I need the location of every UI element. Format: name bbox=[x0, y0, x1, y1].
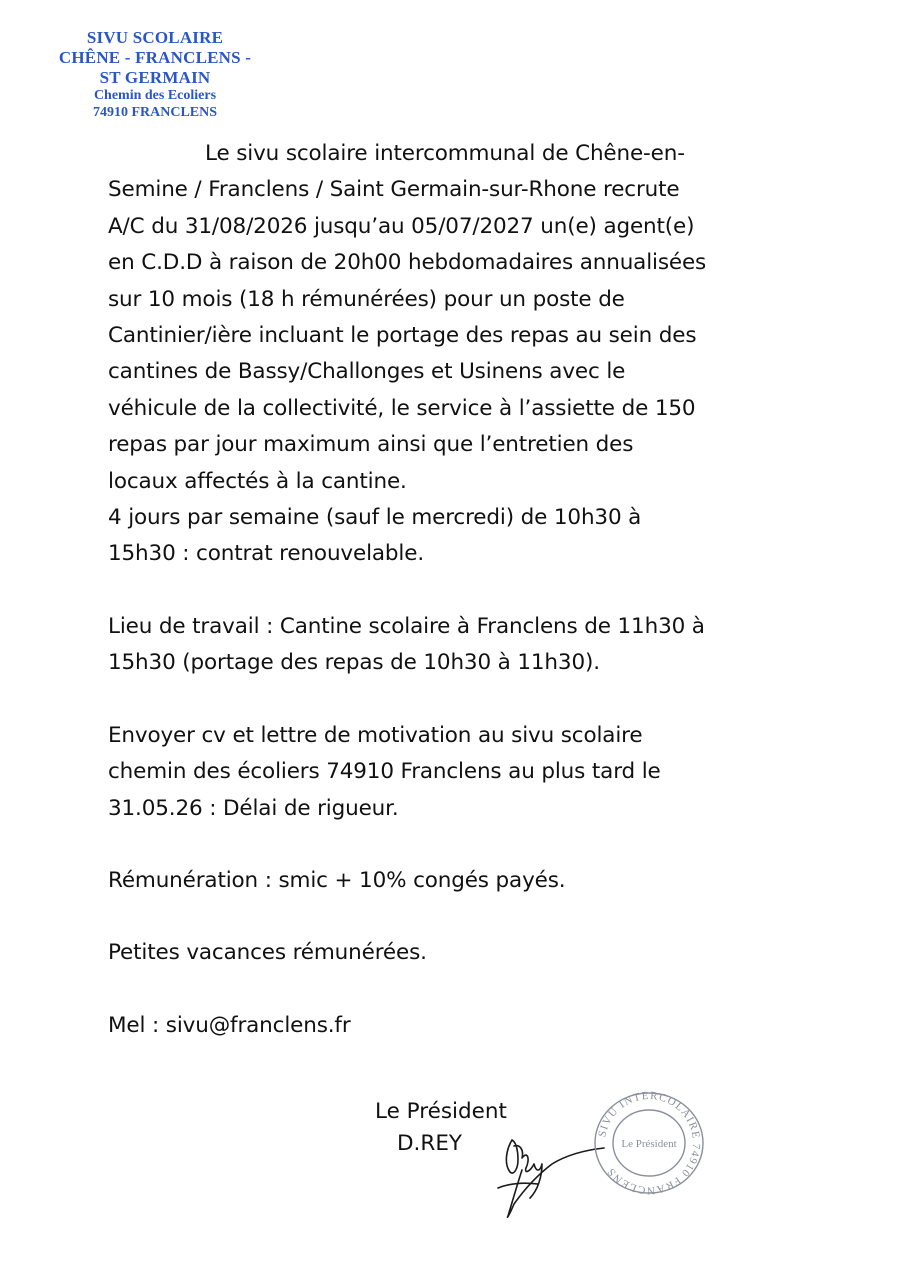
intro-line: Semine / Franclens / Saint Germain-sur-Rhone recrute bbox=[108, 177, 680, 203]
handwritten-signature bbox=[478, 1120, 608, 1230]
intro-line: locaux affectés à la cantine. bbox=[108, 468, 407, 494]
workplace-line: 15h30 (portage des repas de 10h30 à 11h30). bbox=[108, 650, 600, 676]
schedule-line: 4 jours par semaine (sauf le mercredi) de 10h30 à bbox=[108, 505, 642, 531]
intro-line: en C.D.D à raison de 20h00 hebdomadaires annualisées bbox=[108, 250, 707, 276]
letterhead-line-3: ST GERMAIN bbox=[99, 68, 211, 88]
email-line: Mel : sivu@franclens.fr bbox=[108, 1012, 351, 1038]
workplace-line: Lieu de travail : Cantine scolaire à Franclens de 11h30 à bbox=[108, 613, 705, 639]
intro-line: véhicule de la collectivité, le service à l’assiette de 150 bbox=[108, 395, 696, 421]
signatory-title: Le Président bbox=[375, 1099, 507, 1124]
signatory-name: D.REY bbox=[397, 1131, 463, 1156]
intro-line: Le sivu scolaire intercommunal de Chêne-en- bbox=[205, 141, 685, 166]
stamp-center-text: Le Président bbox=[621, 1138, 677, 1150]
letterhead bbox=[30, 28, 280, 121]
schedule-line: 15h30 : contrat renouvelable. bbox=[108, 541, 424, 567]
intro-line: sur 10 mois (18 h rémunérées) pour un poste de bbox=[108, 286, 625, 312]
application-line: Envoyer cv et lettre de motivation au sivu scolaire bbox=[108, 722, 643, 748]
announcement-body bbox=[108, 136, 808, 1044]
intro-line: repas par jour maximum ainsi que l’entretien des bbox=[108, 432, 634, 458]
letterhead-postcode: 74910 FRANCLENS bbox=[92, 104, 218, 120]
holidays-line: Petites vacances rémunérées. bbox=[108, 940, 427, 966]
application-line: 31.05.26 : Délai de rigueur. bbox=[108, 795, 399, 821]
remuneration-line: Rémunération : smic + 10% congés payés. bbox=[108, 867, 566, 893]
application-line: chemin des écoliers 74910 Franclens au plus tard le bbox=[108, 759, 661, 785]
letterhead-line-1: SIVU SCOLAIRE bbox=[86, 28, 224, 47]
intro-line: cantines de Bassy/Challonges et Usinens avec le bbox=[108, 359, 626, 385]
letterhead-line-2: CHÊNE - FRANCLENS - bbox=[58, 48, 252, 68]
official-stamp bbox=[590, 1088, 708, 1198]
intro-line: Cantinier/ière incluant le portage des repas au sein des bbox=[108, 323, 697, 349]
intro-line: A/C du 31/08/2026 jusqu’au 05/07/2027 un(e) agent(e) bbox=[108, 213, 695, 239]
stamp-ring-text: SIVU INTERCOLAIRE 74910 FRANCLENS bbox=[596, 1089, 703, 1197]
letterhead-address: Chemin des Ecoliers bbox=[93, 88, 217, 104]
